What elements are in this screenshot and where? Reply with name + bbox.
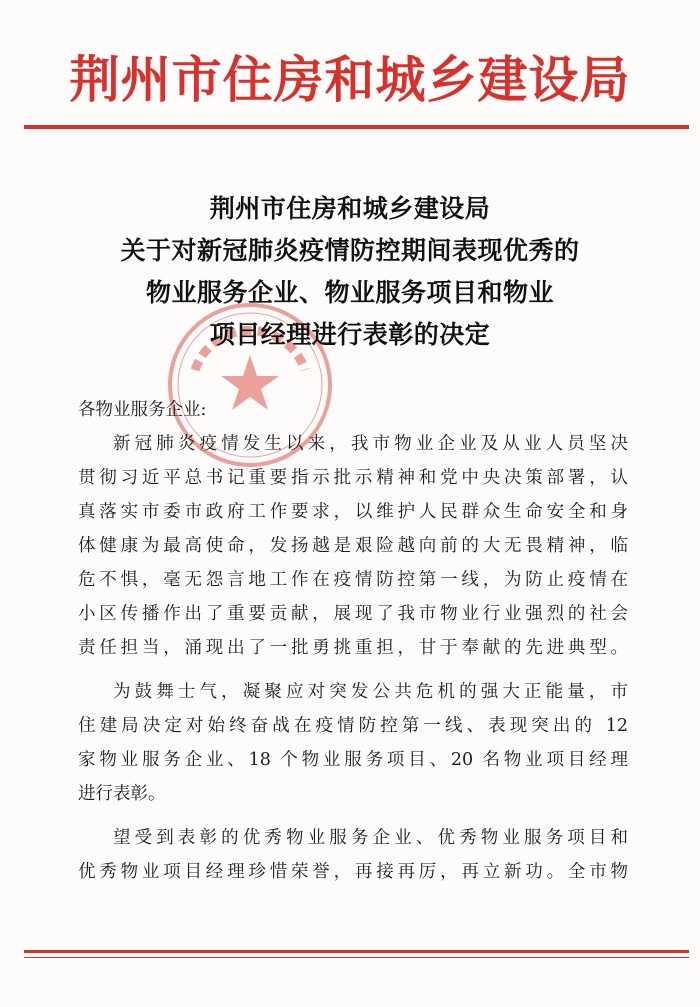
title-line: 荆州市住房和城乡建设局 xyxy=(209,194,491,223)
title-line: 关于对新冠肺炎疫情防控期间表现优秀的 xyxy=(120,236,580,265)
text-line: 进行表彰。 xyxy=(78,784,166,804)
text-line: 真落实市委市政府工作要求，以维护人民群众生命安全和身 xyxy=(78,502,628,522)
letterhead-rule xyxy=(24,125,689,129)
footer-rule xyxy=(24,950,689,953)
paragraph-2 xyxy=(78,675,628,811)
salutation: 各物业服务企业: xyxy=(78,400,207,420)
text-line: 体健康为最高使命，发扬越是艰险越向前的大无畏精神，临 xyxy=(78,536,628,556)
text-line: 住建局决定对始终奋战在疫情防控第一线、表现突出的 12 xyxy=(78,716,628,736)
document-title xyxy=(0,188,700,356)
paragraph-3 xyxy=(78,821,628,889)
title-line: 物业服务企业、物业服务项目和物业 xyxy=(145,278,554,307)
text-line: 家物业服务企业、18 个物业服务项目、20 名物业项目经理 xyxy=(78,750,628,770)
title-line: 项目经理进行表彰的决定 xyxy=(209,320,491,349)
text-line: 责任担当，涌现出了一批勇挑重担，甘于奉献的先进典型。 xyxy=(78,638,628,658)
text-line: 优秀物业项目经理珍惜荣誉，再接再厉，再立新功。全市物 xyxy=(78,862,628,882)
text-line: 新冠肺炎疫情发生以来，我市物业企业及从业人员坚决 xyxy=(113,434,628,454)
text-line: 望受到表彰的优秀物业服务企业、优秀物业服务项目和 xyxy=(113,828,628,848)
text-line: 贯彻习近平总书记重要指示批示精神和党中央决策部署，认 xyxy=(78,468,628,488)
text-line: 危不惧，毫无怨言地工作在疫情防控第一线，为防止疫情在 xyxy=(78,570,628,590)
footer-rule-thin xyxy=(24,957,689,958)
text-line: 为鼓舞士气，凝聚应对突发公共危机的强大正能量，市 xyxy=(113,682,628,702)
text-line: 小区传播作出了重要贡献，展现了我市物业行业强烈的社会 xyxy=(78,604,628,624)
document-body xyxy=(78,393,628,889)
letterhead-title: 荆州市住房和城乡建设局 xyxy=(69,50,631,109)
paragraph-1 xyxy=(78,427,628,665)
